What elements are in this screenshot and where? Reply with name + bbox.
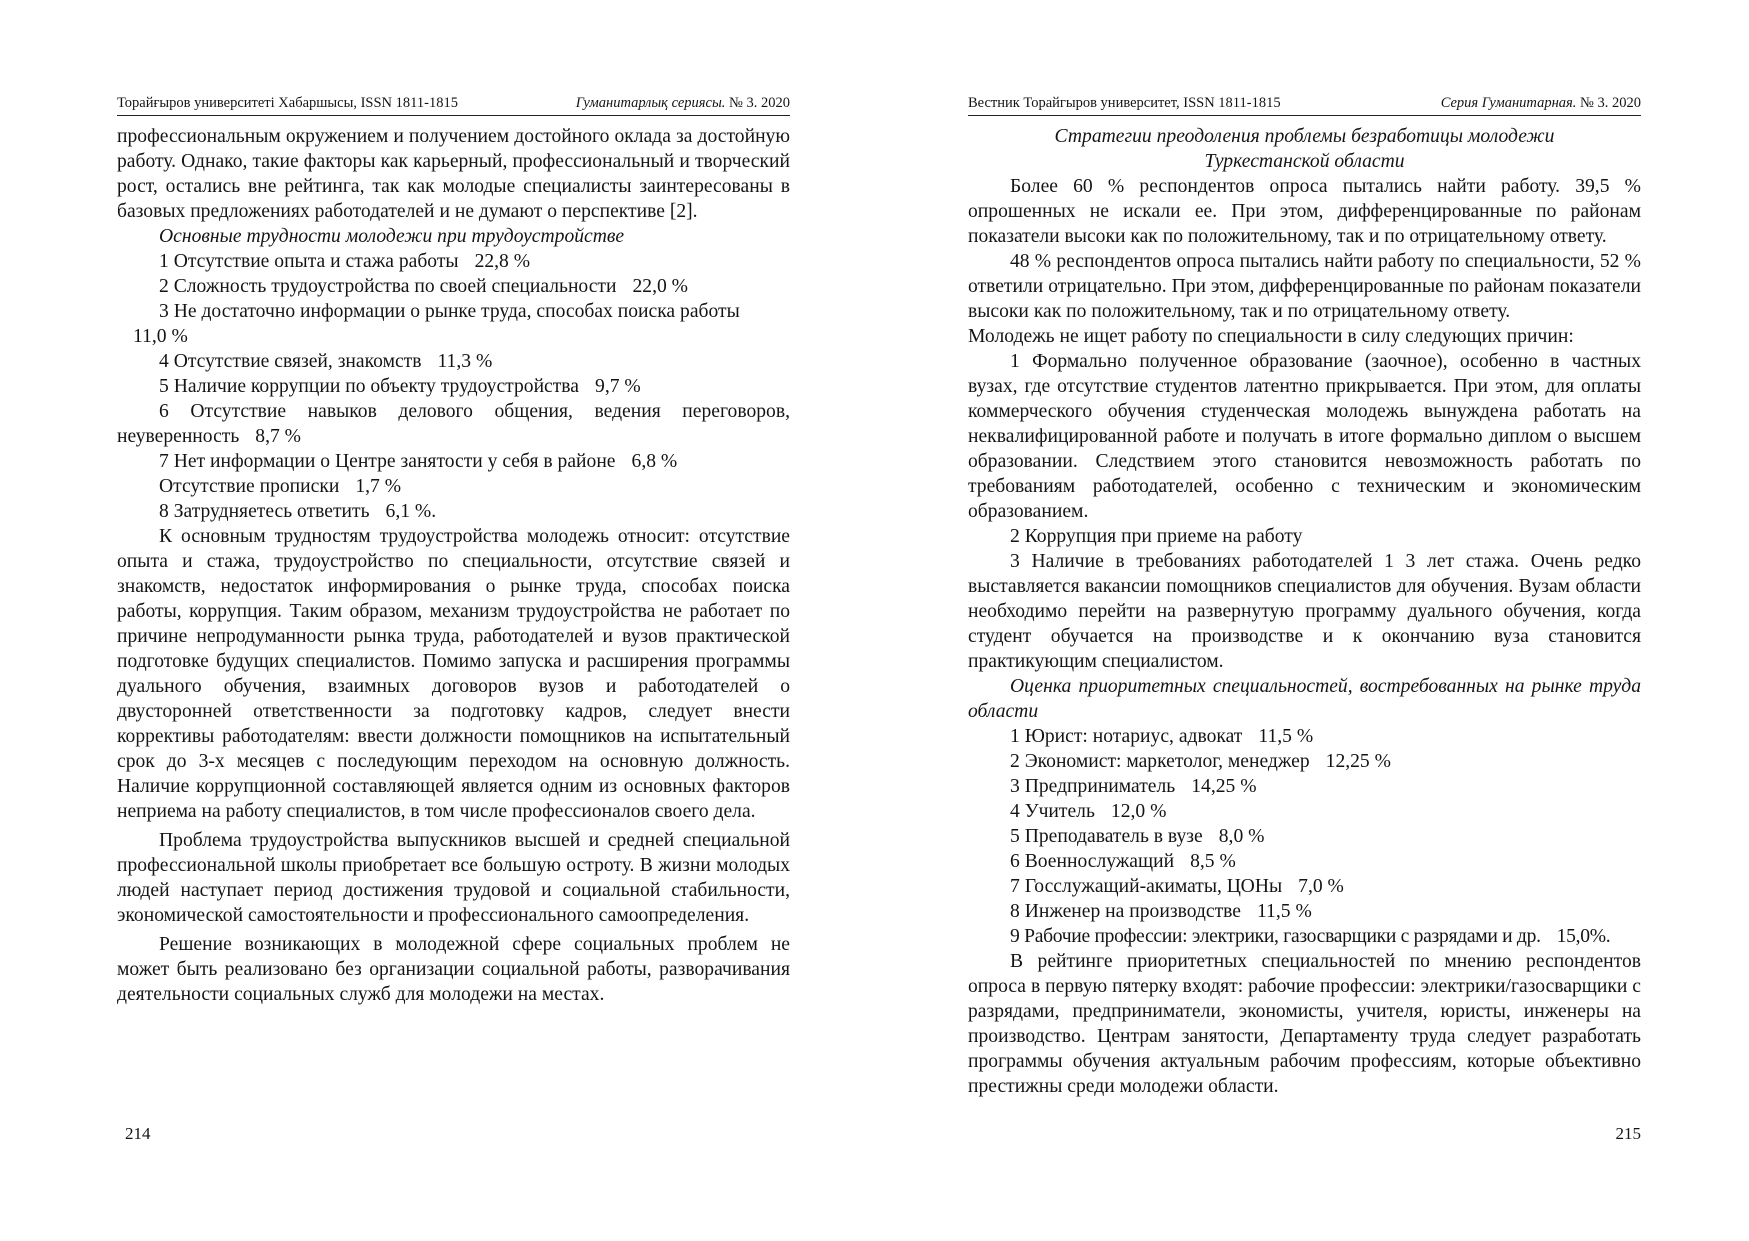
list-item: Отсутствие прописки 1,7 % [159, 476, 402, 497]
list-item: 1 Отсутствие опыта и стажа работы 22,8 % [159, 251, 531, 272]
list-item: 1 Юрист: нотариус, адвокат 11,5 % [1010, 726, 1314, 747]
paragraph: Молодежь не ищет работу по специальности в силу следующих причин: [968, 326, 1574, 347]
paragraph: К основным трудностям трудоустройства молодежь относит: отсутствие опыта и стажа, трудоустройство по специальности, отсутствие связей и знакомств, недостаток информирования о рынке труда, способах поиска работы, коррупция. Таким образом, механизм трудоустройства не работает по причине непродуманности рынка труда, работодателей и вузов практической подготовке будущих специалистов. Помимо запуска и расширения программы дуального обучения, взаимных договоров вузов и работодателей о двусторонней ответственности за подготовку кадров, следует внести коррективы работодателям: ввести должности помощников на испытательный срок до 3-х месяцев с последующим переходом на основную должность. Наличие коррупционной составляющей является одним из основных факторов неприема на работу специалистов, в том числе профессионалов своего дела. [117, 526, 790, 822]
section-heading: Основные трудности молодежи при трудоустройстве [159, 226, 625, 247]
list-item-continuation: 11,0 % [133, 326, 188, 347]
section-title: Стратегии преодоления проблемы безработицы молодежи [1054, 126, 1555, 147]
list-item: 5 Преподаватель в вузе 8,0 % [1010, 826, 1265, 847]
paragraph: 48 % респондентов опроса пытались найти работу по специальности, 52 % ответили отрицательно. При этом, дифференцированные по районам показатели высоки как по положительному, так и по отрицательному ответу. [968, 251, 1641, 322]
list-item: 9 Рабочие профессии: электрики, газосварщики с разрядами и др. 15,0%. [1010, 926, 1611, 947]
section-title-line2: Туркестанской области [1204, 151, 1405, 172]
list-item: 3 Предприниматель 14,25 % [1010, 776, 1257, 797]
paragraph: 2 Коррупция при приеме на работу [1010, 526, 1303, 547]
list-item: 3 Не достаточно информации о рынке труда, способах поиска работы [159, 301, 740, 322]
list-item: 7 Госслужащий-акиматы, ЦОНы 7,0 % [1010, 876, 1344, 897]
list-item: 2 Экономист: маркетолог, менеджер 12,25 % [1010, 751, 1391, 772]
running-head-left [117, 94, 790, 116]
paragraph: 3 Наличие в требованиях работодателей 1 3 лет стажа. Очень редко выставляется вакансии помощников специалистов для обучения. Вузам области необходимо перейти на развернутую программу дуального обучения, когда студент обучается на производстве и к окончанию вуза становится практикующим специалистом. [968, 551, 1641, 672]
running-head-right [968, 94, 1641, 116]
right-page [968, 0, 1641, 1241]
left-body [117, 124, 790, 1007]
series-info: Гуманитарлық сериясы. № 3. 2020 [575, 95, 790, 111]
journal-title: Торайғыров университетi Хабаршысы, ISSN 1811-1815 [117, 95, 458, 111]
list-item: 4 Учитель 12,0 % [1010, 801, 1167, 822]
list-item: 6 Военнослужащий 8,5 % [1010, 851, 1236, 872]
section-heading: Оценка приоритетных специальностей, востребованных на рынке труда области [968, 676, 1641, 722]
page-number: 215 [1615, 1124, 1641, 1143]
paragraph: 1 Формально полученное образование (заочное), особенно в частных вузах, где отсутствие студентов латентно прикрывается. При этом, для оплаты коммерческого обучения студенческая молодежь вынуждена работать на неквалифицированной работе и получать в итоге формально диплом о высшем образовании. Следствием этого становится невозможность работать по требованиям работодателей, особенно с техническим и экономическим образованием. [968, 351, 1641, 522]
paragraph: профессиональным окружением и получением достойного оклада за достойную работу. Однако, такие факторы как карьерный, профессиональный и творческий рост, остались вне рейтинга, так как молодые специалисты заинтересованы в базовых предложениях работодателей и не думают о перспективе [2]. [117, 126, 790, 222]
list-item: 8 Затрудняетесь ответить 6,1 %. [159, 501, 437, 522]
page-number: 214 [125, 1124, 151, 1143]
paragraph: Более 60 % респондентов опроса пытались найти работу. 39,5 % опрошенных не искали ее. При этом, дифференцированные по районам показатели высоки как по положительному, так и по отрицательному ответу. [968, 176, 1641, 247]
left-page [117, 0, 790, 1241]
list-item: 2 Сложность трудоустройства по своей специальности 22,0 % [159, 276, 688, 297]
paragraph: Проблема трудоустройства выпускников высшей и средней специальной профессиональной школы приобретает все большую остроту. В жизни молодых людей наступает период достижения трудовой и социальной стабильности, экономической самостоятельности и профессионального самоопределения. [117, 830, 790, 926]
paragraph: Решение возникающих в молодежной сфере социальных проблем не может быть реализовано без организации социальной работы, разворачивания деятельности социальных служб для молодежи на местах. [117, 934, 790, 1005]
list-item: 5 Наличие коррупции по объекту трудоустройства 9,7 % [159, 376, 641, 397]
journal-title: Вестник Торайгыров университет, ISSN 1811-1815 [968, 95, 1281, 111]
list-item: 6 Отсутствие навыков делового общения, ведения переговоров, неуверенность 8,7 % [117, 401, 790, 447]
paragraph: В рейтинге приоритетных специальностей по мнению респондентов опроса в первую пятерку входят: рабочие профессии: электрики/газосварщики с разрядами, предприниматели, экономисты, учителя, юристы, инженеры на производство. Центрам занятости, Департаменту труда следует разработать программы обучения актуальным рабочим профессиям, которые объективно престижны среди молодежи области. [968, 951, 1641, 1097]
series-info: Серия Гуманитарная. № 3. 2020 [1440, 95, 1641, 111]
right-body [968, 124, 1641, 1099]
list-item: 7 Нет информации о Центре занятости у себя в районе 6,8 % [159, 451, 678, 472]
list-item: 8 Инженер на производстве 11,5 % [1010, 901, 1312, 922]
list-item: 4 Отсутствие связей, знакомств 11,3 % [159, 351, 493, 372]
